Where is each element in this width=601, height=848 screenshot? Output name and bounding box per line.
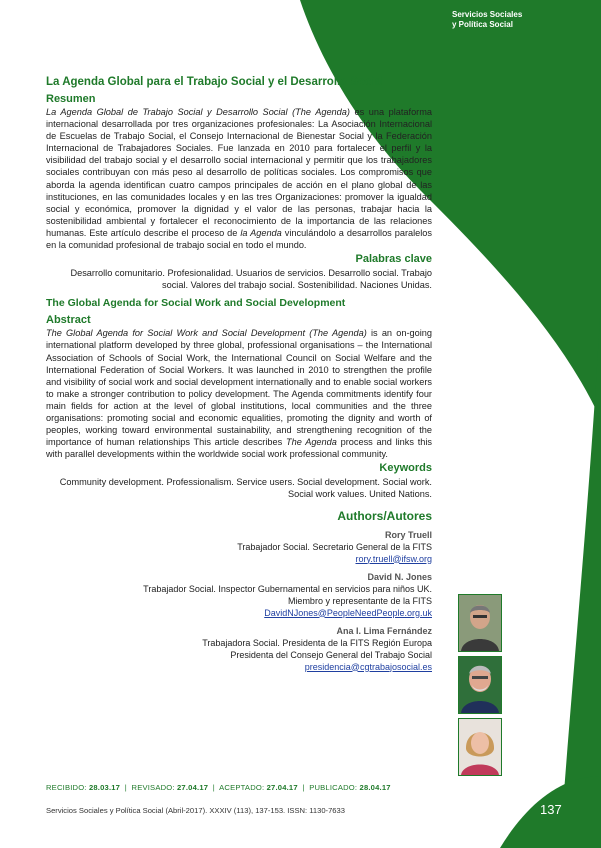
abstract-part1: is an on-going international platform developed by three global, professional organisations – the International Association of Schools of Social Work, the International Council on Social Welfare and the International Federation of Social Workers. It was launched in 2010 to strengthen the profile and visibility of social work and social development internationally and to enable social workers to make a stronger contribution to policy development. The Agenda commitments identify four main fields for action at the level of global institutions, local communities and the three organisations: promoting social and economic equalities, promoting the dignity and worth of peoples, working toward environmental sustainability, and strengthening recognition of the importance of human relationships This article describes bbox=[46, 328, 433, 448]
resumen-italic: La Agenda Global de Trabajo Social y Desarrollo Social (The Agenda) bbox=[46, 107, 350, 117]
publicado-date: 28.04.17 bbox=[359, 783, 391, 792]
revisado-label: REVISADO: bbox=[131, 783, 175, 792]
author-photo-david-jones bbox=[458, 656, 502, 714]
portrait-icon bbox=[459, 719, 501, 775]
author-block bbox=[46, 529, 432, 565]
author-name: Rory Truell bbox=[384, 529, 432, 540]
author-photo-ana-lima bbox=[458, 718, 502, 776]
publicado-label: PUBLICADO: bbox=[309, 783, 358, 792]
resumen-part1: es una plataforma internacional desarrollada por tres organizaciones profesionales: La Asociación Internacional de Escuelas de Trabajo Social, el Consejo Internacional de Bienestar Social y la Federación Internacional de Trabajadores Sociales. Fue lanzada en 2010 para fortalecer el perfil y la visibilidad del trabajo social y el desarrollo social internacional y permitir que los trabajadores sociales contribuyan con más peso al desarrollo de políticas sociales. Los compromisos que aborda la agenda identifican cuatro campos principales de acción en el plano global de las instituciones, en las comunidades locales y en las tres Organizaciones: promover la igualdad social y económica, promover la dignidad y el valor de las personas, trabajar hacia la sostenibilidad ambiental y fortalecer el reconocimiento de la importancia de las relaciones humanas. Este artículo describe el proceso de bbox=[46, 107, 432, 238]
journal-tag-line1: Servicios Sociales bbox=[452, 10, 523, 19]
aceptado-label: ACEPTADO: bbox=[219, 783, 265, 792]
resumen-text bbox=[46, 106, 432, 251]
author-role-2: Presidenta del Consejo General del Trabajo Social bbox=[230, 649, 432, 660]
author-email[interactable]: presidencia@cgtrabajosocial.es bbox=[304, 661, 432, 672]
resumen-heading: Resumen bbox=[46, 93, 96, 105]
author-role: Trabajadora Social. Presidenta de la FITS Región Europa bbox=[202, 637, 432, 648]
dates-line: RECIBIDO: 28.03.17 | REVISADO: 27.04.17 | ACEPTADO: 27.04.17 | PUBLICADO: 28.04.17 bbox=[46, 783, 391, 792]
english-title: The Global Agenda for Social Work and Social Development bbox=[46, 297, 346, 310]
keywords-text: Community development. Professionalism. Service users. Social development. Social work. Social work values. United Nations. bbox=[59, 477, 432, 500]
palabras-clave-heading: Palabras clave bbox=[355, 253, 432, 266]
citation-footer: Servicios Sociales y Política Social (Abril-2017). XXXIV (113), 137-153. ISSN: 1130-7633 bbox=[46, 806, 345, 815]
palabras-clave-text: Desarrollo comunitario. Profesionalidad. Usuarios de servicios. Desarrollo social. Trabajo social. Valores del trabajo social. Sostenibilidad. Naciones Unidas. bbox=[70, 268, 432, 291]
abstract-text bbox=[46, 327, 432, 460]
portrait-icon bbox=[459, 657, 501, 713]
article-body bbox=[46, 76, 432, 673]
spanish-title: La Agenda Global para el Trabajo Social y el Desarrollo Social bbox=[46, 76, 385, 88]
resumen-italic2: la Agenda bbox=[240, 227, 282, 238]
recibido-label: RECIBIDO: bbox=[46, 783, 87, 792]
author-block bbox=[46, 625, 432, 673]
abstract-part2: process and links this with parallel developments within the worldwide social work professional community. bbox=[46, 437, 432, 460]
author-photo-rory-truell bbox=[458, 594, 502, 652]
journal-tag bbox=[452, 10, 592, 30]
resumen-part2: vinculándolo a desarrollos paralelos en la comunidad profesional de trabajo social en todo el mundo. bbox=[46, 227, 433, 251]
page-number: 137 bbox=[540, 802, 562, 817]
author-role: Trabajador Social. Inspector Gubernamental en servicios para niños UK. bbox=[143, 583, 432, 594]
author-name: David N. Jones bbox=[367, 571, 432, 582]
abstract-italic2: The Agenda bbox=[285, 437, 337, 448]
keywords-heading: Keywords bbox=[379, 462, 432, 475]
author-role: Trabajador Social. Secretario General de la FITS bbox=[237, 541, 432, 552]
authors-heading: Authors/Autores bbox=[337, 508, 432, 523]
portrait-icon bbox=[459, 595, 501, 651]
revisado-date: 27.04.17 bbox=[177, 783, 209, 792]
recibido-date: 28.03.17 bbox=[88, 783, 121, 792]
author-email[interactable]: rory.truell@ifsw.org bbox=[355, 553, 432, 564]
author-role-2: Miembro y representante de la FITS bbox=[287, 595, 432, 606]
author-email[interactable]: DavidNJones@PeopleNeedPeople.org.uk bbox=[264, 607, 432, 618]
author-name: Ana I. Lima Fernández bbox=[336, 625, 432, 636]
author-block bbox=[46, 571, 432, 619]
abstract-heading: Abstract bbox=[46, 314, 91, 327]
aceptado-date: 27.04.17 bbox=[266, 783, 298, 792]
journal-tag-line2: y Política Social bbox=[452, 20, 513, 29]
abstract-italic: The Global Agenda for Social Work and Social Development (The Agenda) bbox=[46, 328, 367, 339]
